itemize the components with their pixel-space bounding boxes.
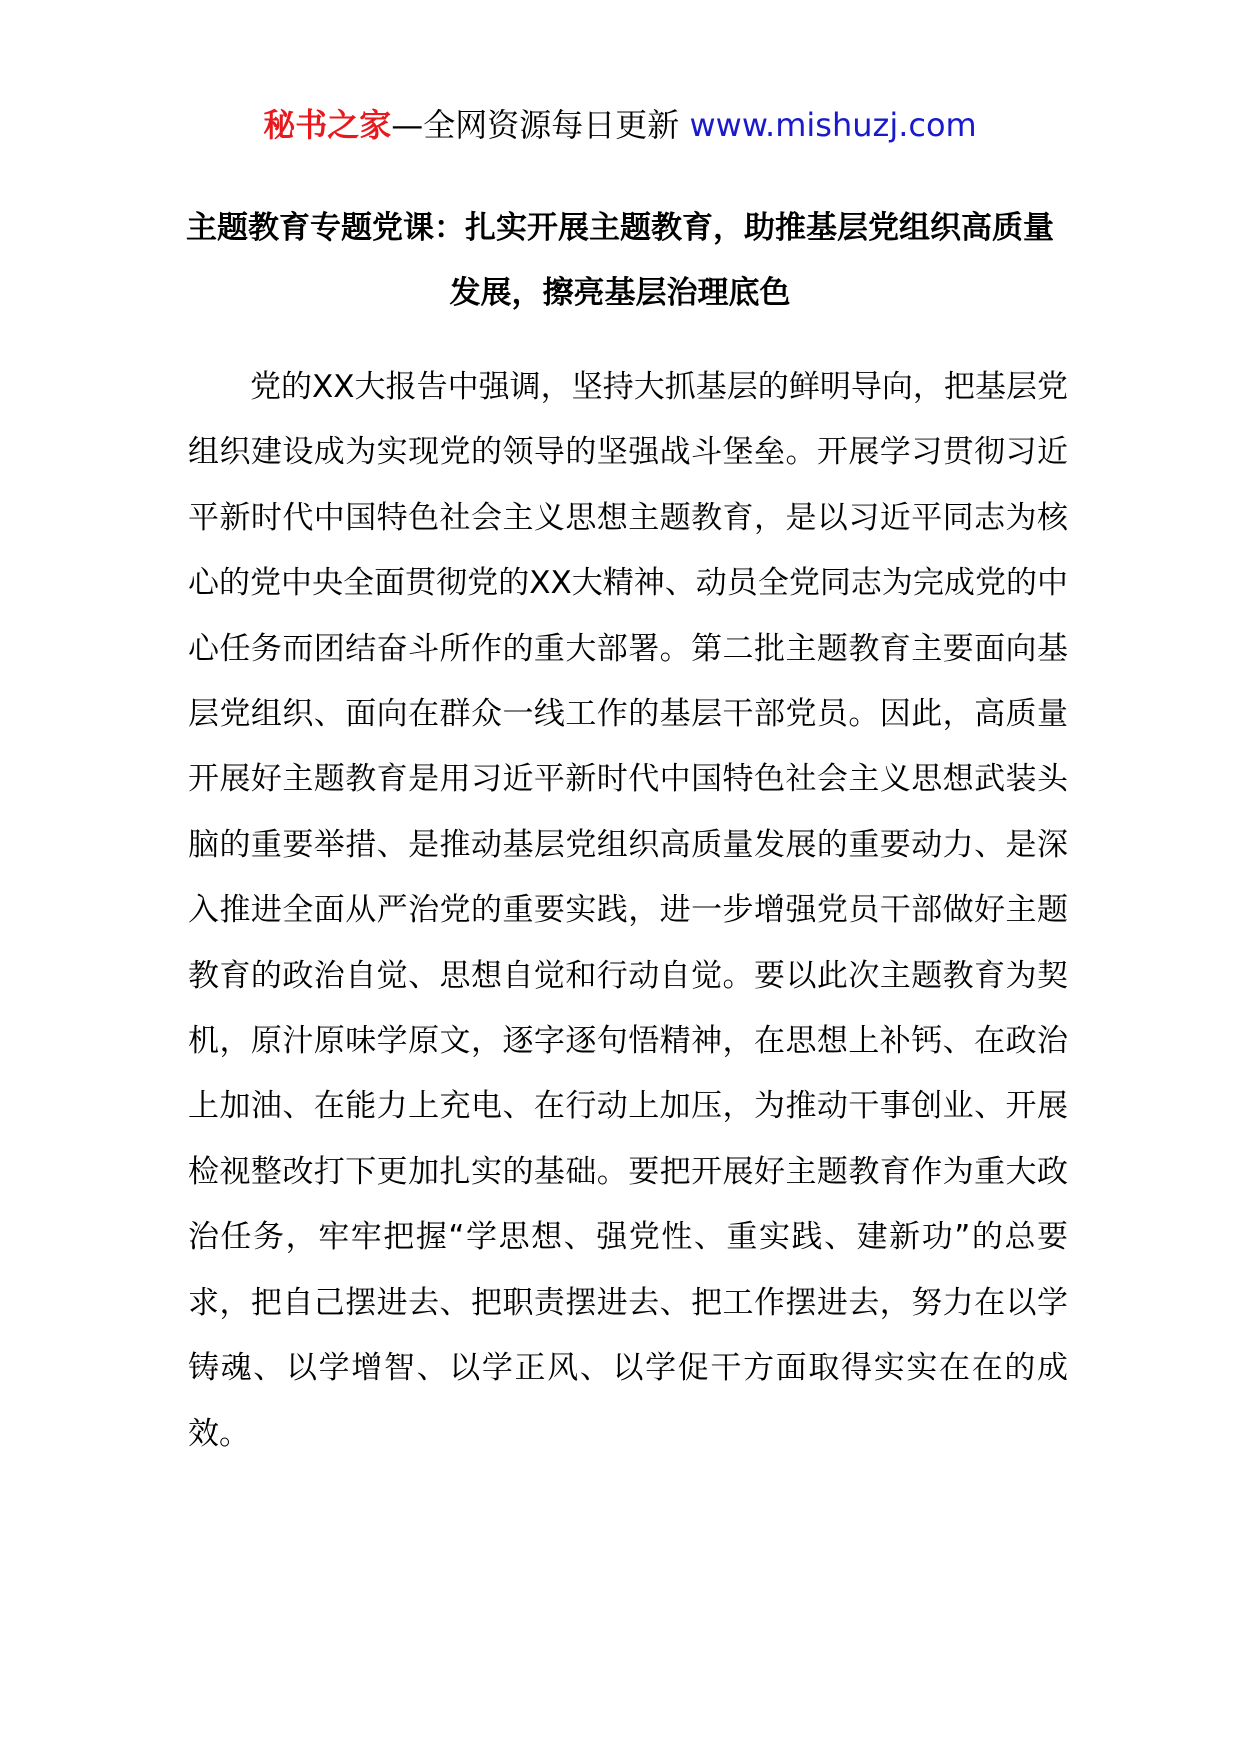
brand-name: 秘书之家 — [263, 106, 392, 144]
header-tagline: —全网资源每日更新 — [391, 106, 690, 144]
site-header — [0, 100, 1240, 150]
document-title: 主题教育专题党课：扎实开展主题教育，助推基层党组织高质量发展，擦亮基层治理底色 — [186, 210, 1054, 311]
body-paragraph: 党的XX大报告中强调，坚持大抓基层的鲜明导向，把基层党组织建设成为实现党的领导的坚强战斗堡垒。开展学习贯彻习近平新时代中国特色社会主义思想主题教育，是以习近平同志为核心的党中央全面贯彻党的XX大精神、动员全党同志为完成党的中心任务而团结奋斗所作的重大部署。第二批主题教育主要面向基层党组织、面向在群众一线工作的基层干部党员。因此，高质量开展好主题教育是用习近平新时代中国特色社会主义思想武装头脑的重要举措、是推动基层党组织高质量发展的重要动力、是深入推进全面从严治党的重要实践，进一步增强党员干部做好主题教育的政治自觉、思想自觉和行动自觉。要以此次主题教育为契机，原汁原味学原文，逐字逐句悟精神，在思想上补钙、在政治上加油、在能力上充电、在行动上加压，为推动干事创业、开展检视整改打下更加扎实的基础。要把开展好主题教育作为重大政治任务，牢牢把握“学思想、强党性、重实践、建新功”的总要求，把自己摆进去、把职责摆进去、把工作摆进去，努力在以学铸魂、以学增智、以学正风、以学促干方面取得实实在在的成效。 — [188, 369, 1068, 1452]
site-url-link[interactable]: www.mishuzj.com — [689, 106, 977, 144]
